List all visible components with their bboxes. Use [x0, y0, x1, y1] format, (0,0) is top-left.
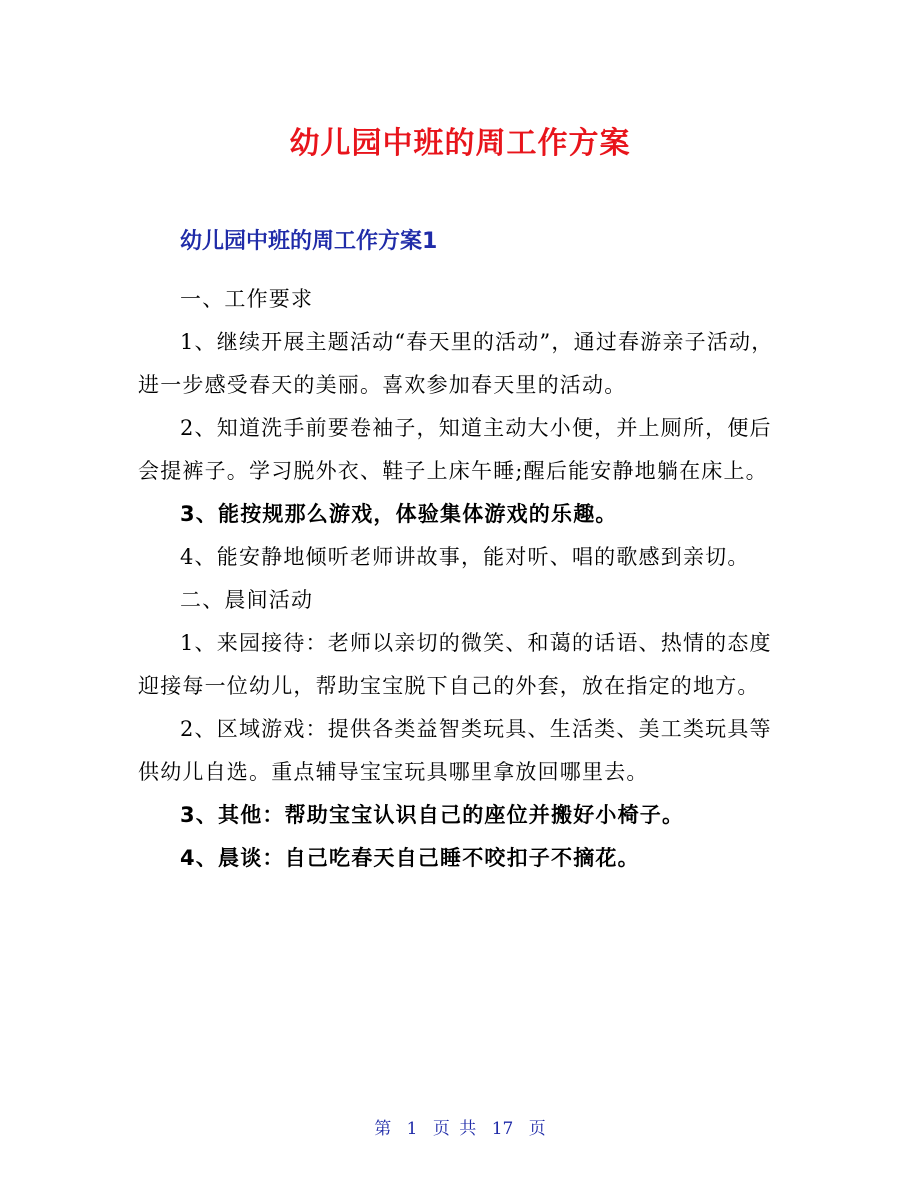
footer-total: 17 [491, 1119, 514, 1139]
section-heading-requirements: 一、工作要求 [180, 287, 314, 311]
document-body [138, 278, 786, 880]
footer-prefix: 第 [374, 1119, 392, 1139]
document-title: 幼儿园中班的周工作方案 [289, 126, 631, 161]
paragraph-bold: 3、能按规那么游戏，体验集体游戏的乐趣。 [180, 502, 618, 526]
paragraph: 1、继续开展主题活动“春天里的活动”，通过春游亲子活动，进一步感受春天的美丽。喜欢参加春天里的活动。 [138, 330, 774, 397]
footer-middle: 页 共 [432, 1119, 477, 1139]
section-subtitle: 幼儿园中班的周工作方案1 [180, 229, 438, 254]
footer-page: 1 [406, 1119, 418, 1139]
paragraph: 2、知道洗手前要卷袖子，知道主动大小便，并上厕所，便后会提裤子。学习脱外衣、鞋子上床午睡;醒后能安静地躺在床上。 [138, 416, 772, 483]
section-heading-morning: 二、晨间活动 [180, 588, 314, 612]
page-number-footer [0, 1114, 920, 1139]
paragraph: 1、来园接待：老师以亲切的微笑、和蔼的话语、热情的态度迎接每一位幼儿，帮助宝宝脱下自己的外套，放在指定的地方。 [138, 631, 772, 698]
paragraph: 2、区域游戏：提供各类益智类玩具、生活类、美工类玩具等供幼儿自选。重点辅导宝宝玩具哪里拿放回哪里去。 [138, 717, 772, 784]
paragraph-bold: 3、其他：帮助宝宝认识自己的座位并搬好小椅子。 [180, 803, 685, 827]
paragraph-bold: 4、晨谈：自己吃春天自己睡不咬扣子不摘花。 [180, 846, 640, 870]
paragraph: 4、能安静地倾听老师讲故事，能对听、唱的歌感到亲切。 [180, 545, 750, 569]
footer-suffix: 页 [528, 1119, 546, 1139]
